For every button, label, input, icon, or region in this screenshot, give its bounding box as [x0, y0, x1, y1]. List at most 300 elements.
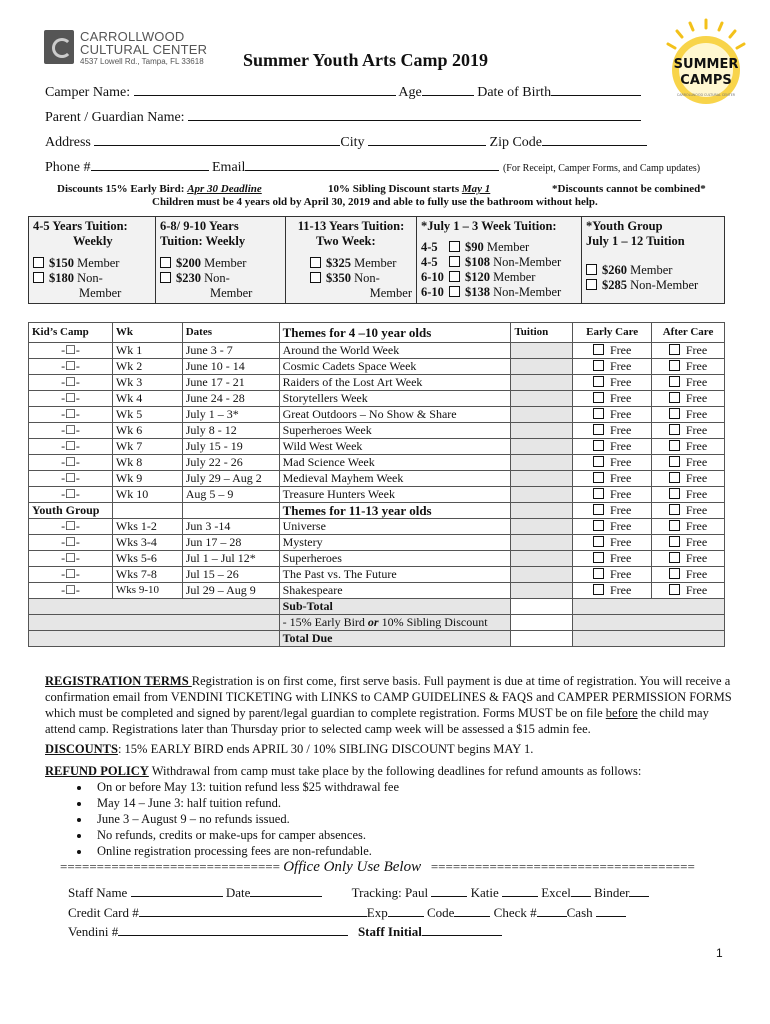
code-label: Code: [426, 905, 455, 920]
week-dates: July 1 – 3*: [182, 407, 279, 423]
discount-label: [279, 615, 511, 631]
youth-row: [29, 551, 725, 567]
registration-terms-heading: REGISTRATION TERMS: [45, 674, 192, 688]
youth-header-early[interactable]: [573, 503, 652, 519]
week-theme: Universe: [279, 519, 511, 535]
free-label: Free: [610, 375, 632, 389]
early-care-option[interactable]: [573, 519, 652, 535]
week-tuition-cell: [511, 359, 573, 375]
youth-row: [29, 535, 725, 551]
camper-info-row: [45, 83, 641, 101]
week-dates: Jun 17 – 28: [182, 535, 279, 551]
week-select-checkbox[interactable]: -☐-: [29, 567, 113, 583]
week-tuition-cell: [511, 423, 573, 439]
tuition-youth-non-price: $285: [602, 278, 627, 292]
week-theme: Treasure Hunters Week: [279, 487, 511, 503]
early-care-option[interactable]: [573, 551, 652, 567]
tuition-6-10-member-checkbox[interactable]: [160, 257, 171, 268]
discounts-text: : 15% EARLY BIRD ends APRIL 30 / 10% SIBLING DISCOUNT begins MAY 1.: [117, 742, 534, 756]
sibling-start: May 1: [461, 183, 491, 195]
refund-policy: [45, 763, 735, 859]
week-theme: Wild West Week: [279, 439, 511, 455]
discount-suffix: 10% Sibling Discount: [378, 615, 488, 629]
checkbox-icon: [593, 568, 604, 579]
code-field[interactable]: [454, 904, 490, 917]
phone-field[interactable]: [91, 158, 209, 171]
week-number: Wk 10: [112, 487, 182, 503]
subtotal-row: [29, 599, 725, 615]
week-tuition-cell: [511, 343, 573, 359]
tuition-6-10-non-price: $230: [176, 271, 201, 285]
checkbox-icon: [669, 552, 680, 563]
free-label: Free: [685, 583, 708, 597]
week-select-checkbox[interactable]: -☐-: [29, 471, 113, 487]
office-use-divider: [60, 859, 695, 876]
vendini-label: Vendini #: [68, 924, 119, 939]
checkbox-icon: [669, 504, 680, 515]
week-theme: Superheroes Week: [279, 423, 511, 439]
refund-item: • Online registration processing fees are non-refundable.: [91, 843, 735, 859]
week-select-checkbox[interactable]: -☐-: [29, 343, 113, 359]
checkbox-icon: [669, 392, 680, 403]
header-themes-youth: Themes for 11-13 year olds: [279, 503, 511, 519]
check-field[interactable]: [537, 904, 567, 917]
youth-header-tuition-empty: [511, 503, 573, 519]
week-select-checkbox[interactable]: -☐-: [29, 551, 113, 567]
subtotal-label: Sub-Total: [279, 599, 511, 615]
staff-initial-label: Staff Initial: [357, 924, 422, 939]
logo-name: [80, 30, 207, 56]
checkbox-icon: [593, 520, 604, 531]
july-row2-checkbox[interactable]: [449, 256, 460, 267]
week-select-checkbox[interactable]: -☐-: [29, 391, 113, 407]
after-care-option[interactable]: [652, 487, 725, 503]
tuition-11-13-non-label2: Member: [369, 286, 412, 300]
zip-field[interactable]: [542, 133, 647, 146]
checkbox-icon: [669, 344, 680, 355]
week-select-checkbox[interactable]: -☐-: [29, 407, 113, 423]
week-tuition-cell: [511, 519, 573, 535]
free-label: Free: [685, 519, 708, 533]
early-care-option[interactable]: [573, 567, 652, 583]
week-dates: Aug 5 – 9: [182, 487, 279, 503]
checkbox-icon: [669, 568, 680, 579]
tuition-6-10-non-label: Non-: [201, 271, 230, 285]
tuition-11-13-member-checkbox[interactable]: [310, 257, 321, 268]
free-label: Free: [685, 391, 708, 405]
total-spacer: [29, 631, 280, 647]
tracking-paul-field[interactable]: [431, 884, 467, 897]
header-kids-camp: Kid’s Camp: [29, 323, 113, 343]
week-dates: July 15 - 19: [182, 439, 279, 455]
week-select-checkbox[interactable]: -☐-: [29, 455, 113, 471]
tuition-youth-head: *Youth Group: [586, 219, 663, 233]
office-row-2: [68, 904, 626, 921]
week-dates: Jun 3 -14: [182, 519, 279, 535]
schedule-header-row: [29, 323, 725, 343]
july-row4-checkbox[interactable]: [449, 286, 460, 297]
week-theme: Shakespeare: [279, 583, 511, 599]
after-care-option[interactable]: [652, 471, 725, 487]
zip-label: Zip Code: [489, 135, 543, 150]
youth-rows: [29, 519, 725, 599]
address-field[interactable]: [94, 133, 340, 146]
checkbox-icon: [593, 504, 604, 515]
free-label: Free: [610, 407, 632, 421]
header-tuition: Tuition: [511, 323, 573, 343]
checkbox-icon: [593, 456, 604, 467]
checkbox-icon: [669, 584, 680, 595]
tuition-youth-group: [582, 217, 725, 304]
week-select-checkbox[interactable]: -☐-: [29, 487, 113, 503]
phone-row: [45, 158, 700, 176]
after-care-option[interactable]: [652, 455, 725, 471]
week-number: Wks 9-10: [112, 583, 182, 599]
refund-heading: REFUND POLICY: [45, 764, 149, 778]
tuition-11-13-member-price: $325: [326, 256, 351, 270]
guardian-label: Parent / Guardian Name:: [45, 110, 185, 125]
week-tuition-cell: [511, 439, 573, 455]
age-requirement-note: Children must be 4 years old by April 30, 2019 and able to fully use the bathroom without help.: [152, 196, 598, 208]
after-care-option[interactable]: [652, 407, 725, 423]
youth-header-row: [29, 503, 725, 519]
binder-field[interactable]: [629, 884, 649, 897]
vendini-field[interactable]: [118, 923, 348, 936]
checkbox-icon: [593, 552, 604, 563]
after-care-option[interactable]: [652, 391, 725, 407]
youth-group-label: Youth Group: [29, 503, 113, 519]
total-right-spacer: [573, 631, 725, 647]
age-label: Age: [398, 85, 422, 100]
refund-item: • June 3 – August 9 – no refunds issued.: [91, 811, 735, 827]
credit-card-label: Credit Card #: [68, 905, 139, 920]
kids-row: [29, 375, 725, 391]
check-label: Check #: [493, 905, 537, 920]
total-row: [29, 631, 725, 647]
staff-name-field[interactable]: [131, 884, 223, 897]
early-bird-deadline: Apr 30 Deadline: [187, 183, 262, 195]
tuition-6-10-sub: Tuition: Weekly: [160, 234, 246, 248]
tuition-6-10-non-checkbox[interactable]: [160, 272, 171, 283]
badge-ring-text: CARROLLWOOD CULTURAL CENTER: [676, 93, 736, 97]
binder-label: Binder: [594, 885, 630, 900]
office-row-3: [68, 923, 502, 940]
city-label: City: [340, 135, 365, 150]
kids-row: [29, 455, 725, 471]
early-care-option[interactable]: [573, 583, 652, 599]
july-row1-checkbox[interactable]: [449, 241, 460, 252]
tuition-11-13: [286, 217, 417, 304]
week-number: Wk 7: [112, 439, 182, 455]
registration-terms-text-b: the child may attend camp. Registrations later than Thursday prior to selected camp week will be assessed a $15 admin fee.: [45, 706, 709, 736]
free-label: Free: [685, 551, 708, 565]
tuition-11-13-head: 11-13 Years Tuition:: [297, 219, 405, 233]
week-dates: June 17 - 21: [182, 375, 279, 391]
free-label: Free: [685, 503, 708, 517]
office-eq-right: ====================================: [430, 859, 695, 874]
week-select-checkbox[interactable]: -☐-: [29, 519, 113, 535]
total-value[interactable]: [511, 631, 573, 647]
after-care-option[interactable]: [652, 567, 725, 583]
week-theme: Medieval Mayhem Week: [279, 471, 511, 487]
free-label: Free: [610, 535, 632, 549]
week-number: Wk 4: [112, 391, 182, 407]
tuition-6-10-head: 6-8/ 9-10 Years: [160, 219, 239, 233]
week-number: Wks 3-4: [112, 535, 182, 551]
header-after-care: After Care: [652, 323, 725, 343]
checkbox-icon: [593, 408, 604, 419]
sibling-discount: [328, 183, 490, 195]
tuition-youth-member-label: Member: [627, 263, 673, 277]
early-care-option[interactable]: [573, 359, 652, 375]
city-field[interactable]: [368, 133, 486, 146]
tuition-4-5-non-price: $180: [49, 271, 74, 285]
tuition-4-5-non-label2: Member: [79, 286, 122, 300]
week-theme: Storytellers Week: [279, 391, 511, 407]
dob-label: Date of Birth: [477, 85, 552, 100]
early-care-option[interactable]: [573, 375, 652, 391]
week-tuition-cell: [511, 535, 573, 551]
camper-name-field[interactable]: [134, 83, 396, 96]
tuition-youth-member-checkbox[interactable]: [586, 264, 597, 275]
checkbox-icon: [593, 344, 604, 355]
week-select-checkbox[interactable]: -☐-: [29, 423, 113, 439]
checkbox-icon: [593, 584, 604, 595]
kids-row: [29, 487, 725, 503]
week-tuition-cell: [511, 391, 573, 407]
after-care-option[interactable]: [652, 343, 725, 359]
week-theme: Mystery: [279, 535, 511, 551]
subtotal-spacer: [29, 599, 280, 615]
tuition-youth-non-checkbox[interactable]: [586, 279, 597, 290]
age-field[interactable]: [422, 83, 474, 96]
total-label: Total Due: [279, 631, 511, 647]
katie-label: Katie: [470, 885, 499, 900]
early-care-option[interactable]: [573, 439, 652, 455]
july-row3-age: 6-10: [421, 270, 444, 284]
katie-field[interactable]: [502, 884, 538, 897]
tracking-label: Tracking: Paul: [351, 885, 429, 900]
week-number: Wks 7-8: [112, 567, 182, 583]
date-field[interactable]: [250, 884, 322, 897]
week-tuition-cell: [511, 551, 573, 567]
sibling-prefix: 10% Sibling Discount starts: [328, 183, 462, 195]
week-dates: June 10 - 14: [182, 359, 279, 375]
logo-name-line2: CULTURAL CENTER: [80, 42, 208, 57]
tuition-6-10-member-label: Member: [201, 256, 247, 270]
week-select-checkbox[interactable]: -☐-: [29, 375, 113, 391]
kids-row: [29, 423, 725, 439]
badge-line1: SUMMER: [673, 57, 739, 72]
after-care-option[interactable]: [652, 519, 725, 535]
early-care-option[interactable]: [573, 455, 652, 471]
week-tuition-cell: [511, 455, 573, 471]
tuition-july-head: *July 1 – 3 Week Tuition:: [421, 219, 557, 233]
week-dates: Jul 29 – Aug 9: [182, 583, 279, 599]
checkbox-icon: [669, 376, 680, 387]
youth-header-wk-empty: [112, 503, 182, 519]
week-theme: Great Outdoors – No Show & Share: [279, 407, 511, 423]
july-row4-label: Non-Member: [490, 285, 562, 299]
checkbox-icon: [593, 392, 604, 403]
header-themes-kids: Themes for 4 –10 year olds: [279, 323, 511, 343]
week-dates: Jul 15 – 26: [182, 567, 279, 583]
free-label: Free: [610, 471, 632, 485]
july-row1-age: 4-5: [421, 240, 438, 254]
free-label: Free: [610, 519, 632, 533]
badge-line2: CAMPS: [680, 73, 732, 88]
free-label: Free: [610, 455, 632, 469]
free-label: Free: [685, 455, 708, 469]
tuition-4-5-head: 4-5 Years Tuition:: [33, 219, 128, 233]
checkbox-icon: [593, 376, 604, 387]
refund-list: [45, 779, 735, 859]
early-care-option[interactable]: [573, 423, 652, 439]
logo-address: 4537 Lowell Rd., Tampa, FL 33618: [80, 57, 204, 66]
email-field[interactable]: [245, 158, 499, 171]
week-dates: July 8 - 12: [182, 423, 279, 439]
tuition-4-5-member-checkbox[interactable]: [33, 257, 44, 268]
discount-spacer: [29, 615, 280, 631]
kids-row: [29, 359, 725, 375]
week-theme: Around the World Week: [279, 343, 511, 359]
after-care-option[interactable]: [652, 583, 725, 599]
checkbox-icon: [669, 536, 680, 547]
tuition-4-5-member-price: $150: [49, 256, 74, 270]
week-number: Wk 6: [112, 423, 182, 439]
discount-value[interactable]: [511, 615, 573, 631]
youth-row: [29, 567, 725, 583]
tuition-6-10-non-label2: Member: [210, 286, 253, 300]
excel-field[interactable]: [571, 884, 591, 897]
discount-right-spacer: [573, 615, 725, 631]
early-bird-prefix: Discounts 15% Early Bird:: [57, 183, 188, 195]
checkbox-icon: [669, 472, 680, 483]
free-label: Free: [610, 343, 632, 357]
week-tuition-cell: [511, 375, 573, 391]
page-title: Summer Youth Arts Camp 2019: [243, 50, 489, 70]
registration-terms: [45, 673, 735, 737]
kids-row: [29, 343, 725, 359]
checkbox-icon: [669, 488, 680, 499]
july-row4-age: 6-10: [421, 285, 444, 299]
refund-item: • May 14 – June 3: half tuition refund.: [91, 795, 735, 811]
exp-label: Exp: [366, 905, 388, 920]
checkbox-icon: [669, 520, 680, 531]
youth-header-after[interactable]: [652, 503, 725, 519]
checkbox-icon: [593, 360, 604, 371]
staff-initial-field[interactable]: [422, 923, 502, 936]
excel-label: Excel: [541, 885, 571, 900]
free-label: Free: [610, 551, 632, 565]
early-care-option[interactable]: [573, 407, 652, 423]
july-row3-checkbox[interactable]: [449, 271, 460, 282]
tuition-4-5-member-label: Member: [74, 256, 120, 270]
early-care-option[interactable]: [573, 471, 652, 487]
subtotal-value[interactable]: [511, 599, 573, 615]
tuition-4-5-sub: Weekly: [73, 234, 113, 248]
guardian-field[interactable]: [188, 108, 641, 121]
discounts-terms: [45, 741, 735, 757]
week-tuition-cell: [511, 583, 573, 599]
week-select-checkbox[interactable]: -☐-: [29, 535, 113, 551]
week-select-checkbox[interactable]: -☐-: [29, 359, 113, 375]
checkbox-icon: [669, 360, 680, 371]
cultural-center-logo: [44, 30, 244, 70]
after-care-option[interactable]: [652, 535, 725, 551]
week-select-checkbox[interactable]: -☐-: [29, 439, 113, 455]
after-care-option[interactable]: [652, 359, 725, 375]
checkbox-icon: [669, 408, 680, 419]
after-care-option[interactable]: [652, 423, 725, 439]
tuition-6-10: [156, 217, 286, 304]
early-care-option[interactable]: [573, 487, 652, 503]
date-label: Date: [225, 885, 251, 900]
logo-mark-icon: [44, 30, 74, 64]
july-row2-label: Non-Member: [490, 255, 562, 269]
after-care-option[interactable]: [652, 551, 725, 567]
checkbox-icon: [593, 424, 604, 435]
july-row3-price: $120: [465, 270, 490, 284]
tuition-4-5-non-checkbox[interactable]: [33, 272, 44, 283]
tuition-11-13-non-checkbox[interactable]: [310, 272, 321, 283]
free-label: Free: [685, 343, 708, 357]
week-theme: Cosmic Cadets Space Week: [279, 359, 511, 375]
credit-card-field[interactable]: [139, 904, 367, 917]
week-number: Wk 1: [112, 343, 182, 359]
free-label: Free: [610, 503, 632, 517]
early-care-option[interactable]: [573, 391, 652, 407]
week-tuition-cell: [511, 471, 573, 487]
week-dates: July 22 - 26: [182, 455, 279, 471]
email-label: Email: [212, 160, 246, 175]
registration-terms-before: before: [605, 706, 638, 720]
discounts-heading: DISCOUNTS: [45, 742, 118, 756]
week-tuition-cell: [511, 487, 573, 503]
early-care-option[interactable]: [573, 535, 652, 551]
cash-field[interactable]: [596, 904, 626, 917]
cash-label: Cash: [566, 905, 593, 920]
checkbox-icon: [593, 488, 604, 499]
week-dates: Jul 1 – Jul 12*: [182, 551, 279, 567]
no-combine-note: *Discounts cannot be combined*: [552, 183, 706, 195]
after-care-option[interactable]: [652, 375, 725, 391]
registration-terms-text-a: Registration is on first come, first serve basis. Full payment is due at time of registration. You will receive a confirmation email from VENDINI TICKETING with LINKS to CAMP GUIDELINES & FAQS and CAMPER PERMISSION FORMS which must be completed and signed by parent/legal guardian to complete registration. Forms MUST be on file: [45, 674, 732, 720]
header-early-care: Early Care: [573, 323, 652, 343]
week-select-checkbox[interactable]: -☐-: [29, 583, 113, 599]
kids-row: [29, 391, 725, 407]
free-label: Free: [685, 487, 708, 501]
tuition-11-13-sub: Two Week:: [316, 234, 376, 248]
header-dates: Dates: [182, 323, 279, 343]
free-label: Free: [610, 391, 632, 405]
kids-rows: [29, 343, 725, 503]
week-theme: Superheroes: [279, 551, 511, 567]
header-wk: Wk: [112, 323, 182, 343]
checkbox-icon: [593, 440, 604, 451]
tuition-youth-member-price: $260: [602, 263, 627, 277]
week-number: Wk 9: [112, 471, 182, 487]
week-number: Wk 3: [112, 375, 182, 391]
youth-row: [29, 583, 725, 599]
after-care-option[interactable]: [652, 439, 725, 455]
tuition-6-10-member-price: $200: [176, 256, 201, 270]
dob-field[interactable]: [551, 83, 641, 96]
early-care-option[interactable]: [573, 343, 652, 359]
exp-field[interactable]: [388, 904, 424, 917]
week-number: Wks 5-6: [112, 551, 182, 567]
checkbox-icon: [669, 440, 680, 451]
